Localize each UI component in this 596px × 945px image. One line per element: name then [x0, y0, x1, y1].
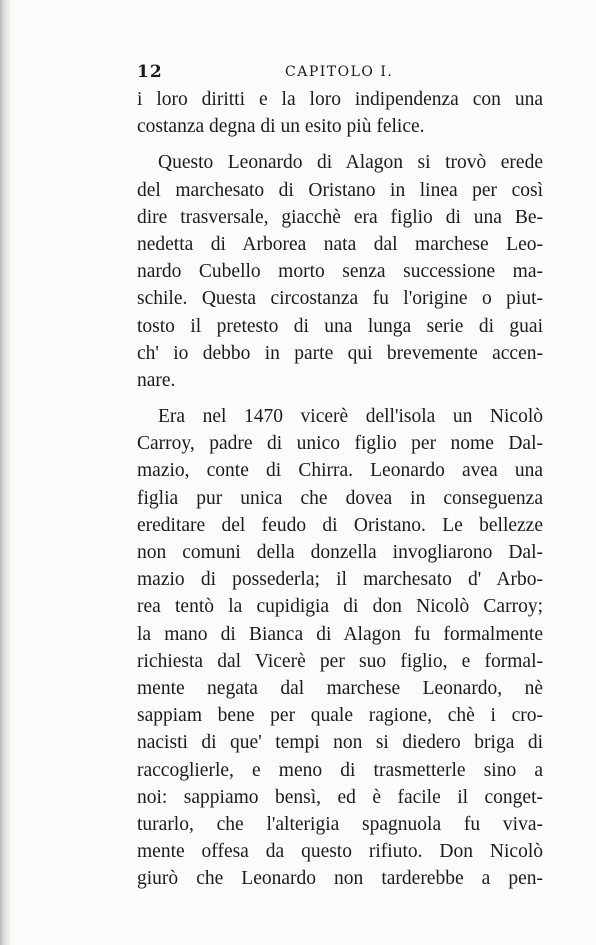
- paragraph: [137, 403, 543, 892]
- paragraph: [137, 86, 543, 140]
- page-header: [137, 62, 537, 88]
- text-line: Era nel 1470 vicerè dell'isola un Nicolò: [158, 406, 543, 428]
- text-line: nare.: [137, 369, 176, 391]
- text-line: dire trasversale, giacchè era figlio di una Be-: [137, 206, 543, 228]
- text-line: nacisti di que' tempi non si diedero briga di: [137, 732, 543, 754]
- text-line: noi: sappiamo bensì, ed è facile il conget-: [137, 786, 543, 808]
- text-line: nedetta di Arborea nata dal marchese Leo-: [137, 233, 543, 255]
- text-line: Questo Leonardo di Alagon si trovò erede: [158, 152, 543, 174]
- text-line: nardo Cubello morto senza successione ma-: [137, 261, 543, 283]
- text-line: tosto il pretesto di una lunga serie di guai: [137, 315, 543, 337]
- text-line: mazio di possederla; il marchesato d' Arbo-: [137, 569, 543, 591]
- text-line: ch' io debbo in parte qui brevemente accen-: [137, 342, 543, 364]
- text-line: i loro diritti e la loro indipendenza con una: [137, 89, 543, 110]
- text-line: schile. Questa circostanza fu l'origine o piut-: [137, 288, 543, 310]
- text-line: rea tentò la cupidigia di don Nicolò Carroy;: [137, 596, 543, 618]
- binding-shadow: [0, 0, 10, 945]
- text-line: figlia pur unica che dovea in conseguenza: [137, 487, 543, 509]
- text-line: costanza degna di un esito più felice.: [137, 116, 425, 138]
- text-line: mente negata dal marchese Leonardo, nè: [137, 677, 543, 699]
- text-line: non comuni della donzella invogliarono Dal-: [137, 542, 543, 563]
- text-line: giurò che Leonardo non tarderebbe a pen-: [137, 868, 543, 890]
- text-line: la mano di Bianca di Alagon fu formalmente: [137, 623, 543, 645]
- paragraph: [137, 149, 543, 394]
- text-line: richiesta dal Vicerè per suo figlio, e formal-: [137, 650, 543, 672]
- page-number: 12: [137, 62, 163, 82]
- text-line: sappiam bene per quale ragione, chè i cro-: [137, 705, 543, 727]
- text-line: mente offesa da questo rifiuto. Don Nicolò: [137, 841, 543, 863]
- text-line: raccoglierle, e meno di trasmetterle sino a: [137, 759, 543, 781]
- text-line: del marchesato di Oristano in linea per così: [137, 179, 543, 201]
- text-line: mazio, conte di Chirra. Leonardo avea una: [137, 460, 543, 482]
- text-line: turarlo, che l'alterigia spagnuola fu viva-: [137, 813, 543, 835]
- text-line: Carroy, padre di unico figlio per nome Dal-: [137, 433, 543, 455]
- text-line: ereditare del feudo di Oristano. Le bellezze: [137, 514, 543, 536]
- running-head: CAPITOLO I.: [285, 64, 394, 80]
- body-text: [137, 86, 543, 892]
